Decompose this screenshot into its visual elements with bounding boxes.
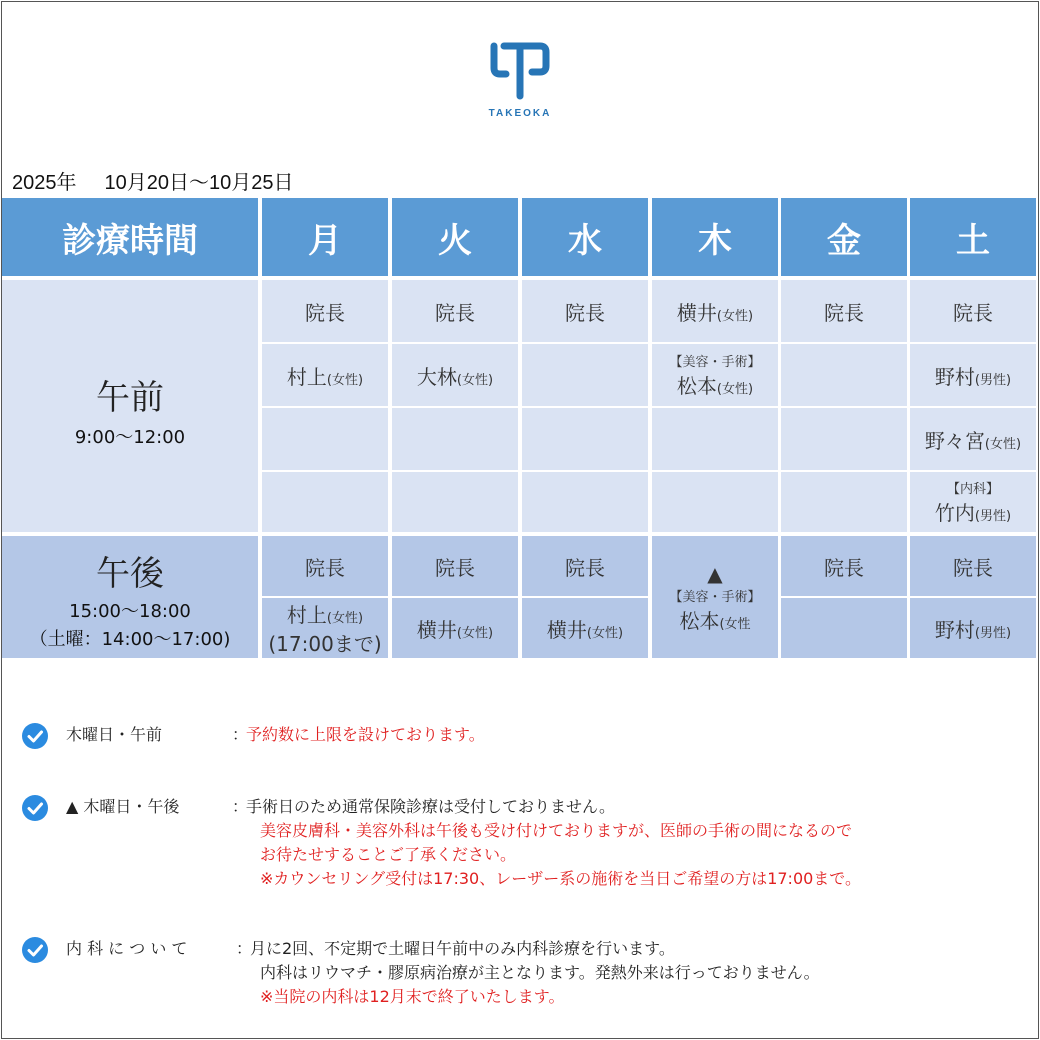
am-label-cell <box>2 280 258 532</box>
pm-thu-name: 松本 <box>679 609 720 633</box>
am-r3-c5-note: (男性) <box>974 509 1012 524</box>
am-cell <box>392 344 518 406</box>
brand-name: TAKEOKA <box>488 108 552 119</box>
pm-r1-c0-doctor <box>287 599 363 628</box>
header-day-4: 金 <box>781 198 907 276</box>
am-cell <box>262 280 388 342</box>
note-sep-2: ： <box>236 939 253 958</box>
am-cell <box>781 472 907 532</box>
am-r3-c5-tag: 【内科】 <box>946 482 999 497</box>
pm-r0-c1 <box>392 536 518 596</box>
pm-r0-c2-name: 院長 <box>565 555 605 580</box>
am-cell <box>652 280 778 342</box>
pm-r1-c5 <box>910 598 1036 658</box>
pm-r0-c4 <box>781 536 907 596</box>
am-r0-c4-doctor <box>824 297 864 326</box>
pm-r1-c2 <box>522 598 648 658</box>
am-r1-c1-note: (女性) <box>456 372 494 388</box>
takeoka-logo-icon <box>488 40 552 104</box>
pm-r1-c2-doctor <box>547 614 623 643</box>
am-r1-c3-doctor <box>677 370 753 399</box>
am-cell <box>262 472 388 532</box>
am-r1-c0-doctor <box>287 361 363 390</box>
pm-title: 午後 <box>96 554 164 594</box>
header-label: 診療時間 <box>2 198 258 276</box>
pm-r0-c5-doctor <box>953 552 993 581</box>
pm-time: 15:00～18:00 <box>69 601 191 622</box>
pm-r1-c0-name: 村上 <box>286 603 327 627</box>
pm-r1-c0-note: (女性) <box>326 611 364 626</box>
am-r0-c0-name: 院長 <box>305 300 345 325</box>
am-r0-c3-note: (女性) <box>716 308 754 324</box>
check-circle-icon <box>22 937 48 963</box>
schedule-period <box>12 166 293 195</box>
pm-r1-c2-note: (女性) <box>586 625 624 641</box>
pm-r1-c0-extra: (17:00まで) <box>268 632 382 656</box>
am-r0-c2-doctor <box>565 297 605 326</box>
am-cell <box>262 344 388 406</box>
am-cell <box>392 280 518 342</box>
am-r3-c5-doctor <box>935 497 1011 526</box>
period-range: 10月20日～10月25日 <box>104 172 294 194</box>
pm-r1-c5-doctor <box>935 614 1011 643</box>
note-text-1-0: 手術日のため通常保険診療は受付しておりません。 <box>246 797 615 816</box>
header-day-1: 火 <box>392 198 518 276</box>
am-r3-c5-name: 竹内 <box>934 501 975 525</box>
pm-r0-c2-doctor <box>565 552 605 581</box>
am-cell <box>652 344 778 406</box>
note-text-2-0: 月に2回、不定期で土曜日午前中のみ内科診療を行います。 <box>250 939 675 958</box>
pm-r1-c5-note: (男性) <box>974 625 1012 641</box>
note-text-0-0: 予約数に上限を設けております。 <box>246 725 485 744</box>
am-r1-c3-name: 松本 <box>676 374 717 398</box>
am-r1-c5-note: (男性) <box>974 372 1012 388</box>
am-cell <box>522 472 648 532</box>
note-text-1-1: 美容皮膚科・美容外科は午後も受け付けておりますが、医師の手術の間になるので <box>260 821 853 840</box>
period-year: 2025年 <box>12 172 77 194</box>
note-label-0: 木曜日・午前 <box>66 725 163 744</box>
pm-r0-c0-name: 院長 <box>305 555 345 580</box>
am-r0-c0-doctor <box>305 297 345 326</box>
note-sep-0: ： <box>232 725 249 744</box>
header-day-0: 月 <box>262 198 388 276</box>
pm-r0-c0 <box>262 536 388 596</box>
am-r2-c5-doctor <box>925 425 1021 454</box>
header-day-3: 木 <box>652 198 778 276</box>
header-day-2: 水 <box>522 198 648 276</box>
pm-r0-c1-doctor <box>435 552 475 581</box>
am-r1-c3-note: (女性) <box>716 382 754 397</box>
note-label-2: 内 科 に つ い て <box>66 939 188 958</box>
am-cell <box>652 408 778 470</box>
pm-r0-c4-name: 院長 <box>824 555 864 580</box>
am-r0-c2-name: 院長 <box>565 300 605 325</box>
pm-thu-tag: 【美容・手術】 <box>669 590 761 605</box>
am-cell <box>392 472 518 532</box>
pm-r1-c1-name: 横井 <box>416 617 457 642</box>
pm-thursday-cell <box>652 536 778 658</box>
note-label-1: ▲ 木曜日・午後 <box>66 797 180 816</box>
pm-thu-mark: ▲ <box>707 562 723 586</box>
pm-thu-doctor <box>679 605 750 634</box>
pm-label-cell <box>2 536 258 658</box>
pm-r0-c4-doctor <box>824 552 864 581</box>
am-r0-c3-name: 横井 <box>676 300 717 325</box>
note-text-1-2: お待たせすることご了承ください。 <box>260 845 517 864</box>
pm-r0-c2 <box>522 536 648 596</box>
am-r1-c1-doctor <box>417 361 493 390</box>
am-r2-c5-name: 野々宮 <box>924 428 985 453</box>
note-text-2-2: ※当院の内科は12月末で終了いたします。 <box>260 987 565 1006</box>
pm-r1-c0 <box>262 598 388 658</box>
am-title: 午前 <box>96 378 164 418</box>
am-r1-c5-doctor <box>935 361 1011 390</box>
am-r1-c3-tag: 【美容・手術】 <box>669 355 761 370</box>
am-r0-c3-doctor <box>677 297 753 326</box>
am-cell <box>910 408 1036 470</box>
pm-r0-c5 <box>910 536 1036 596</box>
am-cell <box>781 280 907 342</box>
pm-time-saturday: （土曜：14:00～17:00) <box>29 629 231 650</box>
pm-r0-c0-doctor <box>305 552 345 581</box>
pm-r1-c5-name: 野村 <box>934 617 975 642</box>
pm-r1-c1-doctor <box>417 614 493 643</box>
am-r1-c5-name: 野村 <box>934 364 975 389</box>
am-cell <box>522 280 648 342</box>
check-circle-icon <box>22 723 48 749</box>
pm-r1-c1 <box>392 598 518 658</box>
am-r0-c5-name: 院長 <box>953 300 993 325</box>
am-r1-c0-name: 村上 <box>286 364 327 389</box>
am-cell <box>781 344 907 406</box>
pm-r1-c4 <box>781 598 907 658</box>
header-day-5: 土 <box>910 198 1036 276</box>
am-r1-c0-note: (女性) <box>326 372 364 388</box>
am-r1-c1-name: 大林 <box>416 364 457 389</box>
am-cell <box>910 280 1036 342</box>
pm-thu-note: (女性 <box>719 617 751 632</box>
am-r0-c5-doctor <box>953 297 993 326</box>
pm-r1-c1-note: (女性) <box>456 625 494 641</box>
am-cell <box>910 344 1036 406</box>
am-cell <box>910 472 1036 532</box>
note-sep-1: ： <box>232 797 249 816</box>
note-text-1-3: ※カウンセリング受付は17:30、レーザー系の施術を当日ご希望の方は17:00まで。 <box>260 869 861 888</box>
am-cell <box>262 408 388 470</box>
pm-r0-c1-name: 院長 <box>435 555 475 580</box>
am-time: 9:00～12:00 <box>74 427 186 448</box>
am-cell <box>522 408 648 470</box>
am-cell <box>652 472 778 532</box>
am-r0-c4-name: 院長 <box>824 300 864 325</box>
pm-r1-c2-name: 横井 <box>546 617 587 642</box>
am-cell <box>392 408 518 470</box>
am-cell <box>781 408 907 470</box>
am-r0-c1-name: 院長 <box>435 300 475 325</box>
note-text-2-1: 内科はリウマチ・膠原病治療が主となります。発熱外来は行っておりません。 <box>260 963 820 982</box>
am-cell <box>522 344 648 406</box>
pm-r0-c5-name: 院長 <box>953 555 993 580</box>
am-r2-c5-note: (女性) <box>984 436 1022 452</box>
am-r0-c1-doctor <box>435 297 475 326</box>
check-circle-icon <box>22 795 48 821</box>
